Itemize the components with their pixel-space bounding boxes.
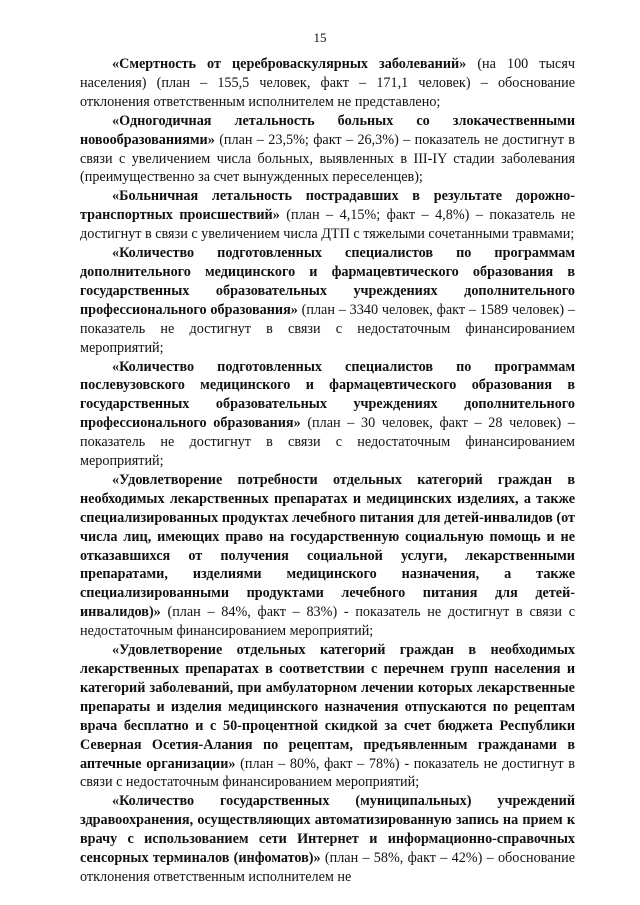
indicator-details: (план – 3340 человек, факт – 1589 человек) – показатель не достигнут в связи с недостаточным финансированием мероприятий; bbox=[80, 301, 575, 356]
paragraph bbox=[80, 471, 575, 641]
paragraph bbox=[80, 792, 575, 887]
indicator-details: (план – 4,15%; факт – 4,8%) – показатель не достигнут в связи с увеличением числа ДТП с тяжелыми сочетанными травмами; bbox=[80, 207, 575, 243]
indicator-details: (план – 30 человек, факт – 28 человек) – показатель не достигнут в связи с недостаточным финансированием мероприятий; bbox=[80, 415, 575, 470]
indicator-details: (план – 58%, факт – 42%) – обоснование отклонения ответственным исполнителем не bbox=[80, 850, 575, 885]
paragraph bbox=[80, 187, 575, 244]
paragraph bbox=[80, 112, 575, 188]
indicator-name: «Количество государственных (муниципальных) учреждений здравоохранения, осуществляющих автоматизированную запись на прием к врачу с использованием сети Интернет и информационно-справочных сенсорных терминалов (инфоматов)» bbox=[80, 793, 575, 867]
indicator-details: (план – 84%, факт – 83%) - показатель не достигнут в связи с недостаточным финансированием мероприятий; bbox=[80, 604, 575, 640]
paragraph bbox=[80, 244, 575, 357]
page-number: 15 bbox=[313, 30, 327, 45]
indicator-name: «Количество подготовленных специалистов по программам послевузовского медицинского и фармацевтического образования в государственных образовательных учреждениях дополнительного профессионального образования» bbox=[80, 358, 575, 432]
indicator-name: «Удовлетворение потребности отдельных категорий граждан в необходимых лекарственных препаратах и медицинских изделиях, а также специализированных продуктах лечебного питания для детей-инвалидов (от числа лиц, имеющих право на государственную социальную помощь и не отказавшихся от получения социальной услуги, лекарственными препаратами, изделиями медицинского назначения, а также специализированными продуктами лечебного питания для детей-инвалидов)» bbox=[80, 471, 575, 621]
indicator-name: «Количество подготовленных специалистов по программам дополнительного медицинского и фармацевтического образования в государственных образовательных учреждениях дополнительного профессионального образования» bbox=[80, 245, 575, 318]
indicator-name: «Одногодичная летальность больных со злокачественными новообразованиями» bbox=[80, 112, 575, 148]
indicator-name: «Смертность от цереброваскулярных заболеваний» bbox=[112, 56, 467, 72]
indicator-details: (план – 80%, факт – 78%) - показатель не достигнут в связи с недостаточным финансированием мероприятий; bbox=[80, 755, 576, 791]
indicator-details: (на 100 тысяч населения) (план – 155,5 человек, факт – 171,1 человек) – обоснование отклонения ответственным исполнителем не представлено; bbox=[80, 56, 575, 110]
indicator-details: (план – 23,5%; факт – 26,3%) – показатель не достигнут в связи с увеличением числа больных, выявленных в III-IY стадии заболевания (преимущественно за счет вынужденных переселенцев); bbox=[80, 131, 575, 186]
paragraph bbox=[80, 641, 575, 792]
paragraph bbox=[80, 358, 575, 471]
indicator-name: «Больничная летальность пострадавших в результате дорожно-транспортных происшествий» bbox=[80, 188, 575, 224]
indicator-name: «Удовлетворение отдельных категорий граждан в необходимых лекарственных препаратах в соответствии с перечнем групп населения и категорий заболеваний, при амбулаторном лечении которых лекарственные препараты и изделия медицинского назначения отпускаются по рецептам врача бесплатно и с 50-процентной скидкой за счет бюджета Республики Северная Осетия-Алания по рецептам, предъявленным гражданами в аптечные организации» bbox=[80, 642, 575, 772]
paragraph bbox=[80, 55, 575, 112]
document-body bbox=[80, 55, 575, 887]
